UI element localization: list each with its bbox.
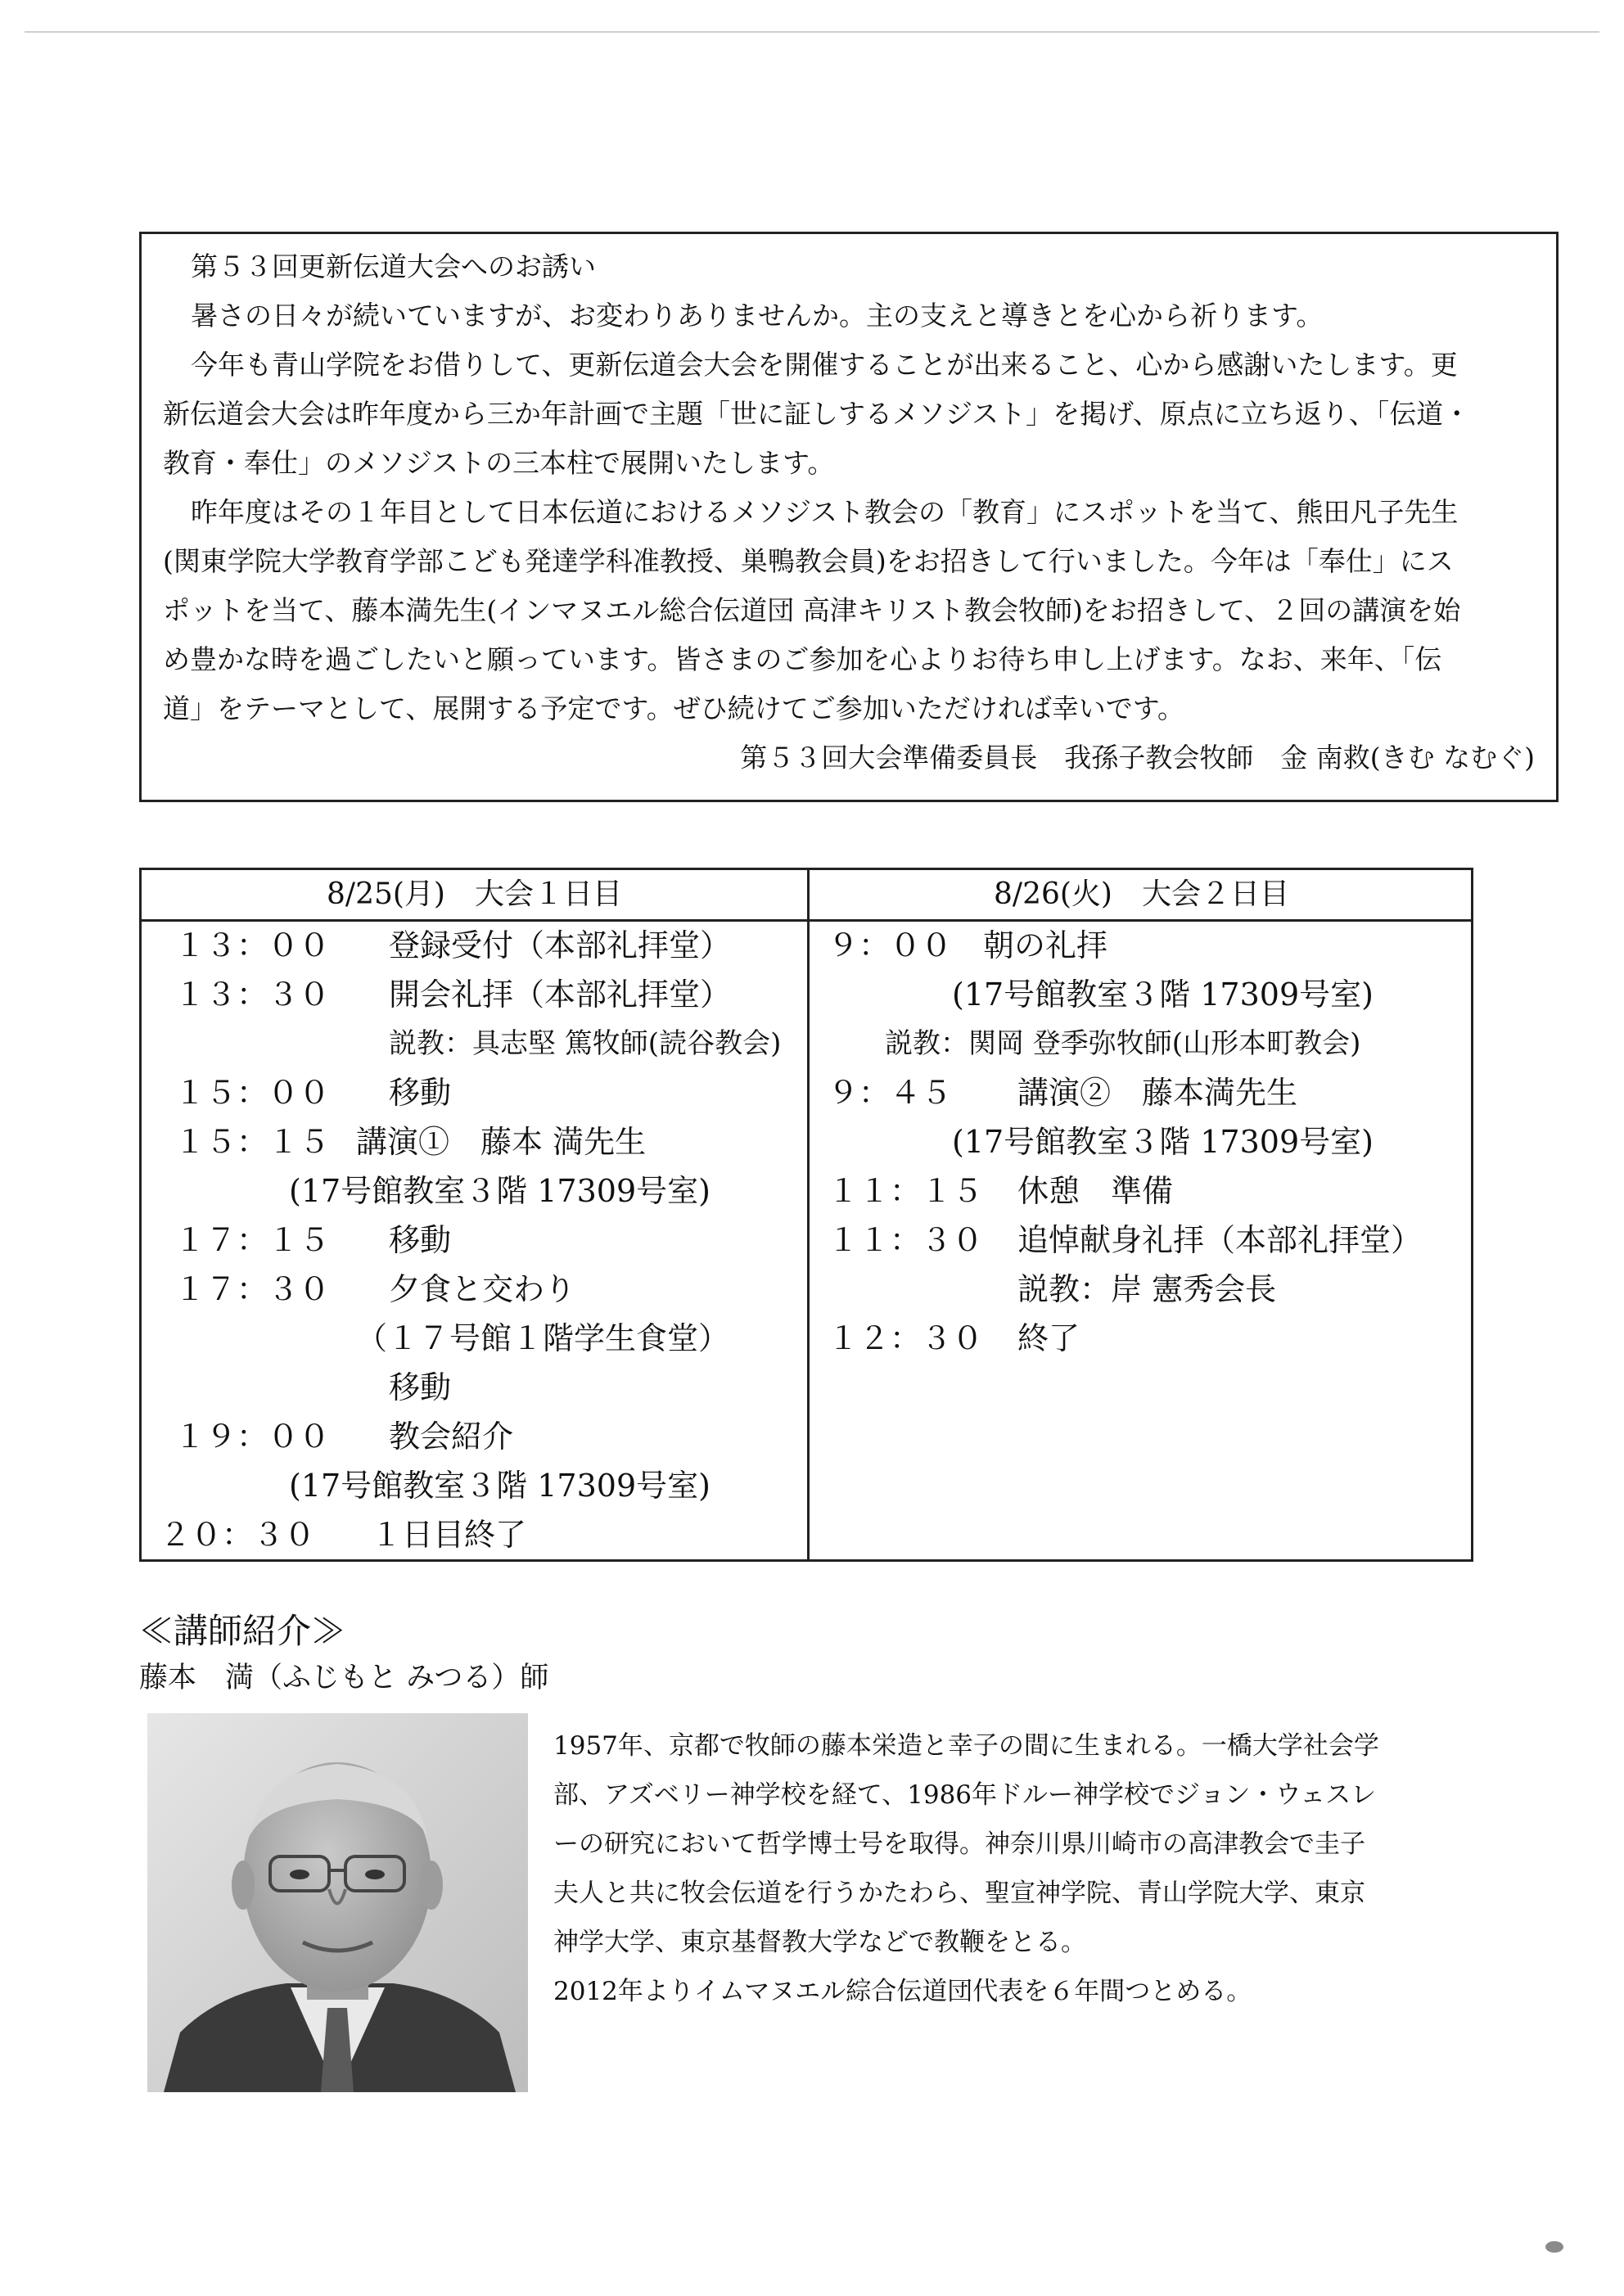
item-time: １７：３０ bbox=[174, 1271, 331, 1307]
item-text: 夕食と交わり bbox=[389, 1271, 576, 1307]
item-text: 講演② 藤本満先生 bbox=[1017, 1075, 1298, 1111]
header-divider bbox=[142, 919, 1471, 922]
bio-line: ーの研究において哲学博士号を取得。神奈川県川崎市の高津教会で圭子 bbox=[553, 1829, 1365, 1859]
item-text: 終了 bbox=[1017, 1320, 1080, 1356]
invitation-line: (関東学院大学教育学部こども発達学科准教授、巣鴨教会員)をお招きして行いました。今年は「奉仕」にス bbox=[163, 545, 1454, 577]
item-time: １２：３０ bbox=[828, 1320, 984, 1356]
invitation-signature: 第５３回大会準備委員長 我孫子教会牧師 金 南救(きむ なむぐ) bbox=[740, 742, 1535, 774]
item-time: １１：３０ bbox=[828, 1222, 984, 1258]
invitation-line: 暑さの日々が続いていますが、お変わりありませんか。主の支えと導きとを心から祈ります。 bbox=[191, 300, 1324, 332]
schedule-table bbox=[139, 868, 1473, 1562]
day1-header: 8/25(月) 大会１日目 bbox=[327, 877, 622, 911]
page-top-rule bbox=[25, 31, 1599, 33]
bio-line: 2012年よりイムマヌエル綜合伝道団代表を６年間つとめる。 bbox=[553, 1977, 1252, 2006]
item-text: 開会礼拝（本部礼拝堂） bbox=[389, 977, 732, 1013]
invitation-line: 新伝道会大会は昨年度から三か年計画で主題「世に証しするメソジスト」を掲げ、原点に立ち返り、「伝道・ bbox=[163, 398, 1471, 430]
bio-line: 神学大学、東京基督教大学などで教鞭をとる。 bbox=[553, 1928, 1086, 1957]
item-text: 移動 bbox=[389, 1075, 452, 1111]
item-time: １３：３０ bbox=[174, 977, 331, 1013]
scan-smudge-mark bbox=[1545, 2241, 1563, 2253]
day2-subtext: 説教：関岡 登季弥牧師(山形本町教会) bbox=[885, 1027, 1361, 1060]
item-text: 追悼献身礼拝（本部礼拝堂） bbox=[1017, 1222, 1423, 1258]
bio-line: 1957年、京都で牧師の藤本栄造と幸子の間に生まれる。一橋大学社会学 bbox=[553, 1731, 1379, 1761]
invitation-line: 今年も青山学院をお借りして、更新伝道会大会を開催することが出来ること、心から感謝いたします。更 bbox=[191, 349, 1458, 381]
day2-subtext: (17号館教室３階 17309号室) bbox=[952, 977, 1374, 1013]
item-text: 講演① 藤本 満先生 bbox=[356, 1124, 647, 1160]
day2-subtext: 説教：岸 憲秀会長 bbox=[1017, 1271, 1277, 1307]
item-time: １７：１５ bbox=[174, 1222, 331, 1258]
item-time: １９：００ bbox=[174, 1419, 331, 1455]
item-time: ９：４５ bbox=[828, 1075, 953, 1111]
invitation-line: ポットを当て、藤本満先生(インマヌエル総合伝道団 高津キリスト教会牧師)をお招きして、２回の講演を始 bbox=[163, 594, 1461, 626]
item-text: 移動 bbox=[389, 1222, 452, 1258]
day2-header: 8/26(火) 大会２日目 bbox=[994, 877, 1289, 911]
day1-subtext: (17号館教室３階 17309号室) bbox=[289, 1173, 710, 1209]
item-text: 登録受付（本部礼拝堂） bbox=[389, 927, 732, 963]
invitation-line: 昨年度はその１年目として日本伝道におけるメソジスト教会の「教育」にスポットを当て、熊田凡子先生 bbox=[191, 496, 1459, 528]
invitation-title: 第５３回更新伝道大会へのお誘い bbox=[191, 250, 596, 282]
day1-subtext: (17号館教室３階 17309号室) bbox=[289, 1468, 710, 1504]
speaker-name: 藤本 満（ふじもと みつる）師 bbox=[139, 1662, 549, 1694]
item-text: 休憩 準備 bbox=[1017, 1173, 1174, 1209]
invitation-line: 教育・奉仕」のメソジストの三本柱で展開いたします。 bbox=[163, 447, 835, 479]
day1-subtext: 移動 bbox=[389, 1369, 452, 1405]
item-time: １１：１５ bbox=[828, 1173, 984, 1209]
item-time: １５：１５ bbox=[174, 1124, 331, 1160]
day1-subtext: 説教：具志堅 篤牧師(読谷教会) bbox=[389, 1027, 782, 1060]
item-text: 朝の礼拝 bbox=[983, 927, 1108, 963]
item-text: 教会紹介 bbox=[389, 1419, 514, 1455]
invitation-line: め豊かな時を過ごしたいと願っています。皆さまのご参加を心よりお待ち申し上げます。なお、来年、「伝 bbox=[163, 643, 1442, 675]
day1-subtext: （１７号館１階学生食堂） bbox=[356, 1320, 730, 1356]
item-time: １５：００ bbox=[174, 1075, 331, 1111]
speaker-section-title: ≪講師紹介≫ bbox=[139, 1611, 346, 1651]
speaker-photo bbox=[147, 1713, 528, 2092]
item-time: １３：００ bbox=[174, 927, 331, 963]
column-divider bbox=[807, 870, 810, 1559]
bio-line: 夫人と共に牧会伝道を行うかたわら、聖宣神学院、青山学院大学、東京 bbox=[553, 1879, 1365, 1908]
item-text: １日目終了 bbox=[371, 1517, 527, 1553]
day2-subtext: (17号館教室３階 17309号室) bbox=[952, 1124, 1374, 1160]
invitation-line: 道」をテーマとして、展開する予定です。ぜひ続けてご参加いただければ幸いです。 bbox=[163, 692, 1185, 724]
item-time: ９：００ bbox=[828, 927, 953, 963]
item-time: ２０：３０ bbox=[160, 1517, 316, 1553]
bio-line: 部、アズベリー神学校を経て、1986年ドルー神学校でジョン・ウェスレ bbox=[553, 1780, 1377, 1810]
invitation-box bbox=[139, 232, 1559, 802]
